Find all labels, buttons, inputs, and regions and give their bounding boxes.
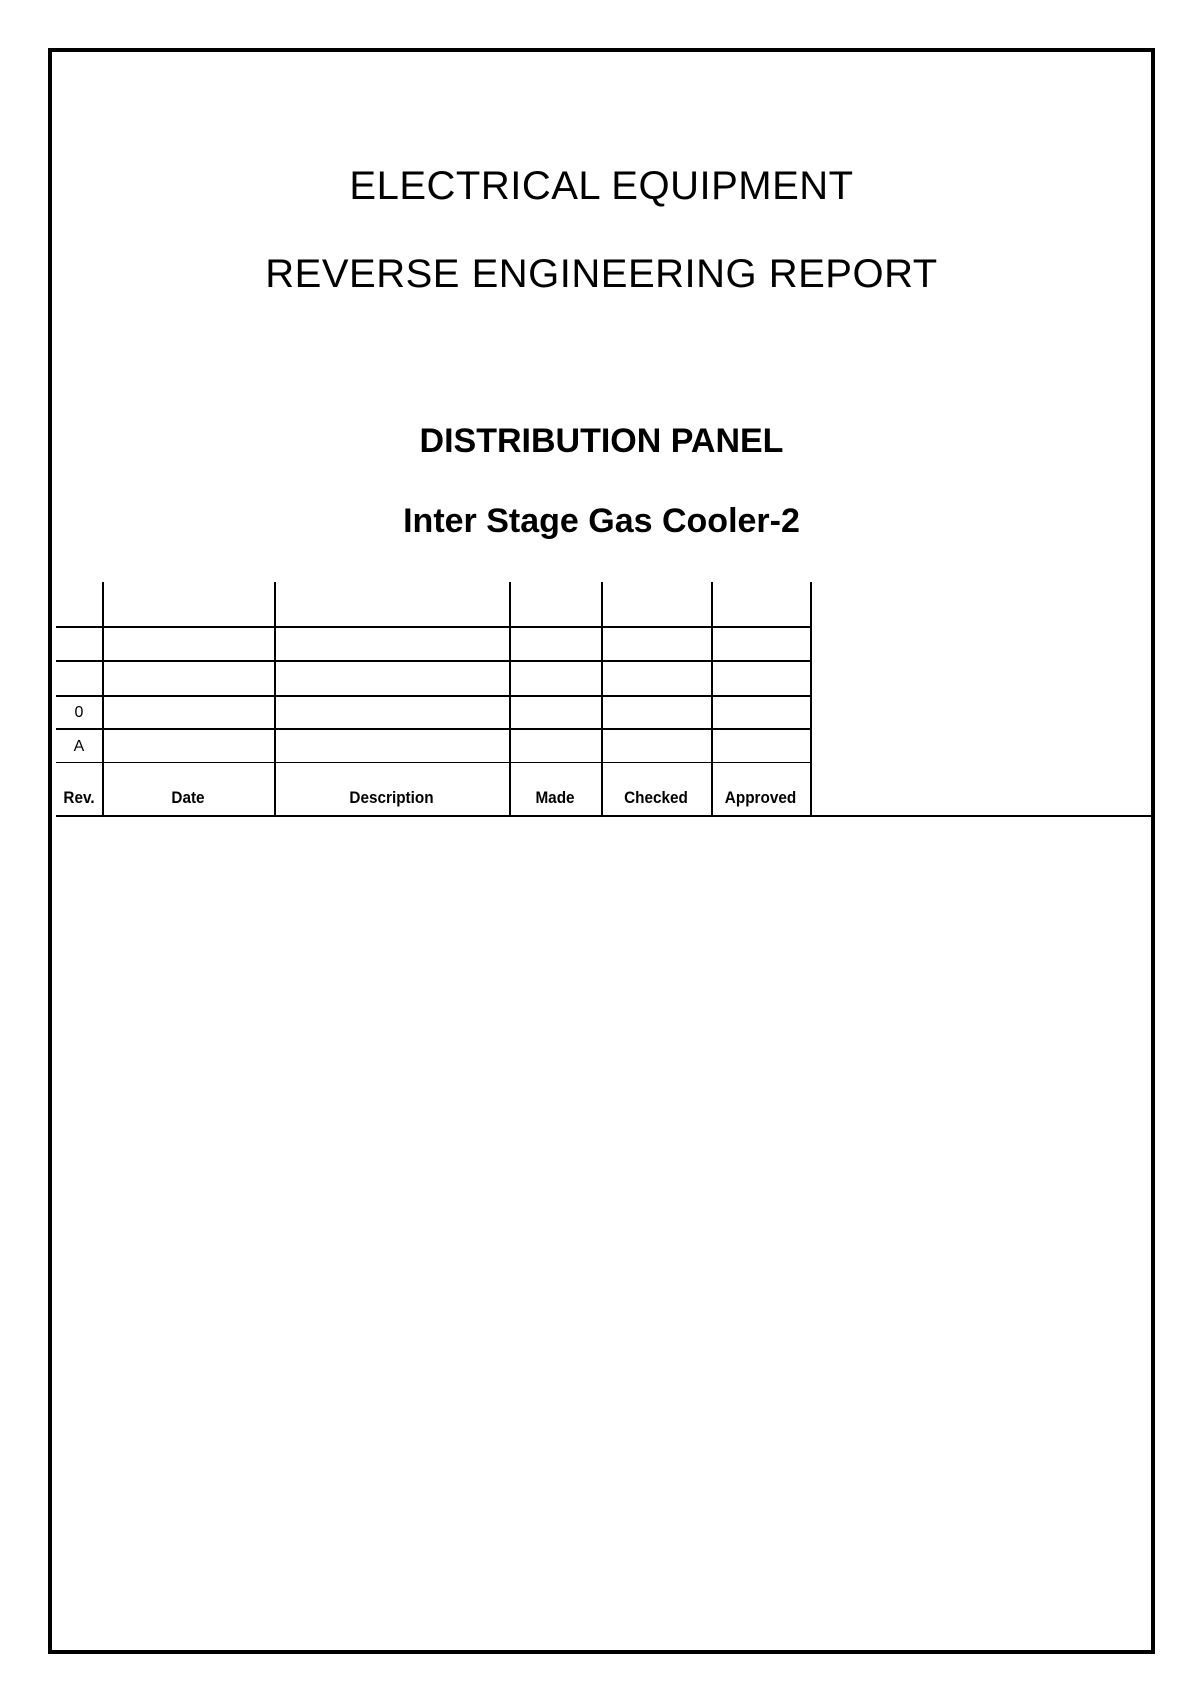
row-divider xyxy=(56,626,810,628)
table-row-rev: A xyxy=(73,738,85,755)
table-row-rev: 0 xyxy=(74,704,84,721)
equipment-name: Inter Stage Gas Cooler-2 xyxy=(403,502,800,540)
column-divider xyxy=(601,582,603,816)
column-divider xyxy=(711,582,713,816)
header-approved: Approved xyxy=(724,788,797,807)
column-divider xyxy=(274,582,276,816)
header-date: Date xyxy=(171,788,205,807)
header-description: Description xyxy=(349,788,434,807)
header-checked: Checked xyxy=(624,788,688,807)
report-subject: DISTRIBUTION PANEL xyxy=(419,422,784,460)
column-divider xyxy=(509,582,511,816)
revision-table xyxy=(56,582,812,818)
header-made: Made xyxy=(535,788,575,807)
report-title-line-1: ELECTRICAL EQUIPMENT xyxy=(349,164,854,208)
row-divider xyxy=(56,762,810,763)
column-divider xyxy=(810,582,812,816)
page-frame xyxy=(48,48,1155,1654)
column-divider xyxy=(102,582,104,816)
row-divider xyxy=(56,695,810,697)
row-divider xyxy=(56,728,810,730)
row-divider xyxy=(56,660,810,662)
header-rev: Rev. xyxy=(63,788,95,807)
report-title-line-2: REVERSE ENGINEERING REPORT xyxy=(265,252,938,296)
title-block-rule xyxy=(56,815,1155,817)
